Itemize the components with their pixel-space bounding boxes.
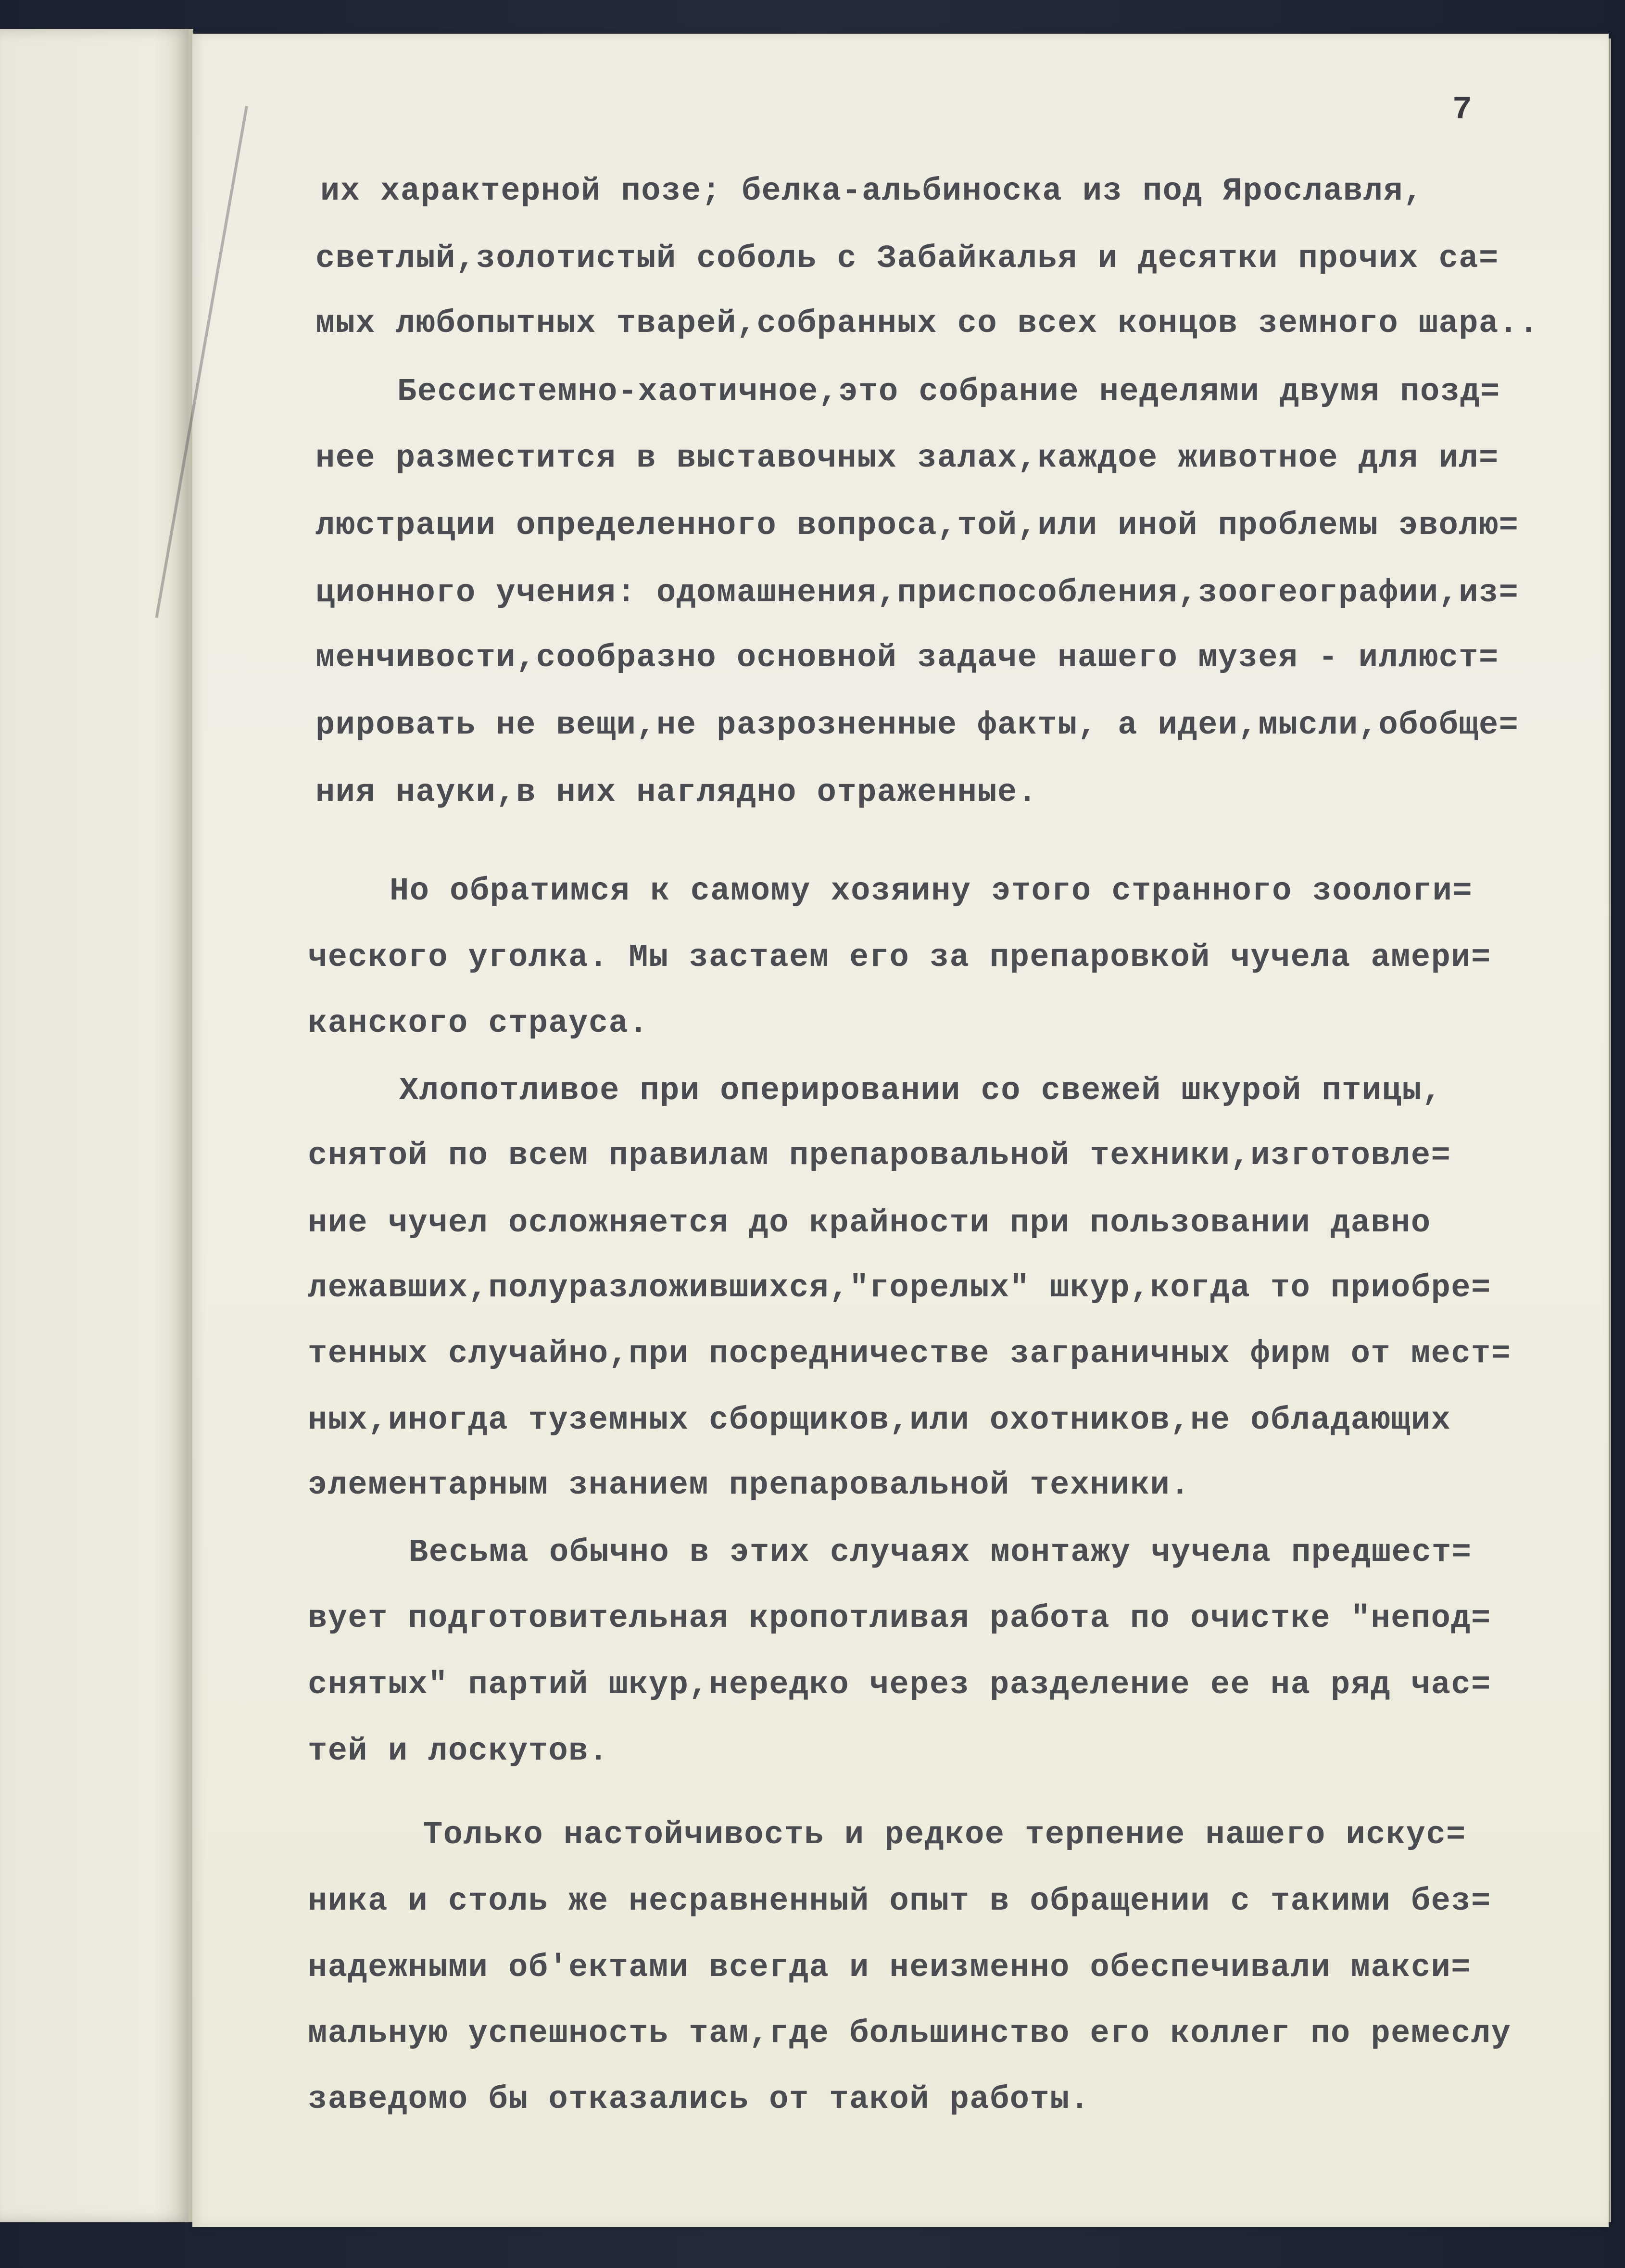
text-line: ческого уголка. Мы застаем его за препаровкой чучела амери=	[308, 939, 1491, 976]
text-line: канского страуса.	[308, 1005, 649, 1042]
text-line: снятой по всем правилам препаровальной техники,изготовле=	[308, 1138, 1451, 1174]
text-line: Хлопотливое при оперировании со свежей шкурой птицы,	[399, 1073, 1442, 1109]
text-line: ных,иногда туземных сборщиков,или охотников,не обладающих	[308, 1402, 1451, 1439]
text-line: светлый,золотистый соболь с Забайкалья и десятки прочих са=	[315, 241, 1499, 277]
text-line: снятых" партий шкур,нередко через разделение ее на ряд час=	[308, 1667, 1491, 1703]
adjacent-blank-page	[0, 29, 192, 2222]
text-line: люстрации определенного вопроса,той,или иной проблемы эволю=	[315, 507, 1519, 544]
text-line: мальную успешность там,где большинство его коллег по ремеслу	[308, 2015, 1512, 2052]
text-line: заведомо бы отказались от такой работы.	[308, 2081, 1090, 2118]
text-line: ционного учения: одомашнения,приспособления,зоогеографии,из=	[315, 575, 1519, 611]
text-line: нее разместится в выставочных залах,каждое животное для ил=	[315, 440, 1499, 477]
page-number: 7	[1452, 91, 1472, 128]
text-line: их характерной позе; белка-альбиноска из под Ярославля,	[320, 173, 1423, 210]
text-line: лежавших,полуразложившихся,"горелых" шкур,когда то приобре=	[308, 1270, 1491, 1306]
text-line: вует подготовительная кропотливая работа по очистке "непод=	[308, 1600, 1491, 1637]
text-line: мых любопытных тварей,собранных со всех концов земного шара..	[315, 305, 1539, 342]
text-line: Весьма обычно в этих случаях монтажу чучела предшест=	[409, 1534, 1472, 1571]
text-line: тенных случайно,при посредничестве заграничных фирм от мест=	[308, 1336, 1512, 1372]
text-line: менчивости,сообразно основной задаче нашего музея - иллюст=	[315, 640, 1499, 676]
typed-page	[192, 34, 1609, 2227]
text-line: Только настойчивость и редкое терпение нашего искус=	[423, 1817, 1466, 1853]
text-line: ния науки,в них наглядно отраженные.	[315, 774, 1038, 811]
text-line: рировать не вещи,не разрозненные факты, а идеи,мысли,обобще=	[315, 707, 1519, 744]
text-line: Бессистемно-хаотичное,это собрание неделями двумя позд=	[397, 374, 1500, 410]
text-line: элементарным знанием препаровальной техники.	[308, 1467, 1191, 1504]
text-line: надежными об'ектами всегда и неизменно обеспечивали макси=	[308, 1950, 1471, 1986]
text-line: ника и столь же несравненный опыт в обращении с такими без=	[308, 1883, 1491, 1920]
text-line: Но обратимся к самому хозяину этого странного зоологи=	[390, 873, 1473, 910]
text-line: ние чучел осложняется до крайности при пользовании давно	[308, 1205, 1431, 1242]
typed-text-body	[308, 34, 1609, 2227]
text-line: тей и лоскутов.	[308, 1733, 609, 1770]
